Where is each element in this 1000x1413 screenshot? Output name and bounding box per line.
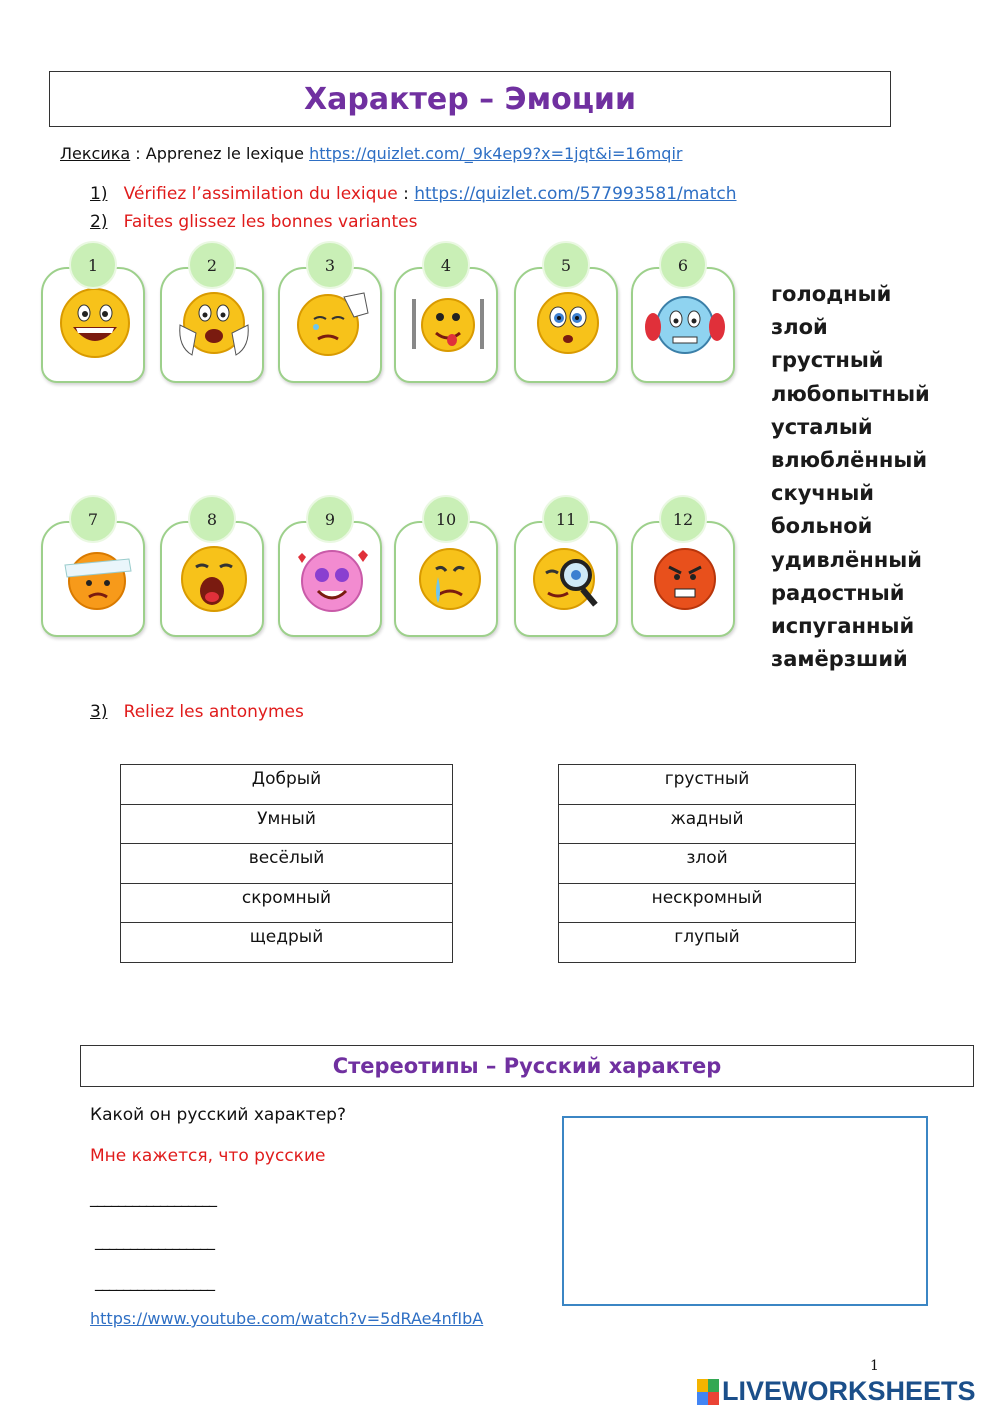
word-option[interactable]: влюблённый [771, 447, 928, 472]
task-3-text: Reliez les antonymes [123, 702, 304, 722]
scared-face-icon [174, 283, 254, 363]
bored-face-icon [174, 537, 254, 617]
emotion-card-5[interactable] [514, 241, 618, 381]
section-2-title-box [80, 1045, 974, 1087]
laughing-face-icon [55, 283, 135, 363]
task-1-separator: : [397, 184, 415, 204]
word-option[interactable]: скучный [771, 481, 875, 506]
answer-box[interactable] [562, 1116, 928, 1306]
antonym-left-cell[interactable]: скромный [121, 883, 453, 923]
frozen-face-icon [645, 283, 725, 363]
antonym-left-cell[interactable]: весёлый [121, 844, 453, 884]
emotion-card-11[interactable] [514, 495, 618, 635]
word-option[interactable]: грустный [771, 348, 884, 373]
task-1-number: 1) [90, 184, 108, 204]
antonym-right-cell[interactable]: злой [559, 844, 856, 884]
emotion-card-4[interactable] [394, 241, 498, 381]
antonym-right-cell[interactable]: грустный [559, 765, 856, 805]
angry-face-icon [645, 537, 725, 617]
curious-face-icon [528, 537, 608, 617]
antonym-right-cell[interactable]: нескромный [559, 883, 856, 923]
task-2-text: Faites glissez les bonnes variantes [123, 212, 418, 232]
word-option[interactable]: испуганный [771, 613, 915, 638]
antonyms-left-table [120, 764, 453, 963]
lexique-label: Лексика [60, 144, 131, 163]
page-number: 1 [870, 1358, 879, 1374]
in-love-face-icon [292, 537, 372, 617]
word-option[interactable]: больной [771, 514, 873, 539]
sick-face-icon [55, 537, 135, 617]
youtube-link[interactable]: https://www.youtube.com/watch?v=5dRAe4nfIbA [90, 1309, 484, 1328]
section-2-title: Стереотипы – Русский характер [332, 1054, 722, 1078]
sad-face-icon [408, 537, 488, 617]
card-number: 3 [306, 241, 354, 289]
antonym-left-cell[interactable]: Умный [121, 804, 453, 844]
task-3 [90, 702, 304, 722]
emotion-card-10[interactable] [394, 495, 498, 635]
antonym-left-cell[interactable]: Добрый [121, 765, 453, 805]
card-number: 6 [659, 241, 707, 289]
hungry-face-icon [408, 283, 488, 363]
word-option[interactable]: радостный [771, 580, 905, 605]
task-2-number: 2) [90, 212, 108, 232]
emotion-card-7[interactable] [41, 495, 145, 635]
task-1-link[interactable]: https://quizlet.com/577993581/match [414, 184, 737, 204]
word-option[interactable]: замёрзший [771, 647, 908, 672]
word-option[interactable]: злой [771, 315, 828, 340]
emotion-card-12[interactable] [631, 495, 735, 635]
word-option[interactable]: любопытный [771, 381, 930, 406]
task-1-text: Vérifiez l’assimilation du lexique [123, 184, 398, 204]
card-number: 8 [188, 495, 236, 543]
liveworksheets-logo-icon [697, 1379, 719, 1405]
card-number: 12 [659, 495, 707, 543]
answer-blank-line[interactable]: __________________ [90, 1188, 216, 1207]
card-number: 9 [306, 495, 354, 543]
emotion-card-8[interactable] [160, 495, 264, 635]
worksheet-title: Характер – Эмоции [304, 81, 636, 117]
card-number: 10 [422, 495, 470, 543]
card-number: 2 [188, 241, 236, 289]
task-2 [90, 212, 417, 232]
surprised-face-icon [528, 283, 608, 363]
task-3-number: 3) [90, 702, 108, 722]
emotion-word-list [771, 278, 930, 676]
emotion-card-3[interactable] [278, 241, 382, 381]
section-2-question: Какой он русский характер? [90, 1105, 346, 1125]
liveworksheets-brand [697, 1376, 976, 1407]
emotion-card-9[interactable] [278, 495, 382, 635]
answer-blank-line[interactable]: _________________ [95, 1231, 214, 1250]
emotion-card-1[interactable] [41, 241, 145, 381]
card-number: 7 [69, 495, 117, 543]
section-2-prompt: Мне кажется, что русские [90, 1146, 326, 1166]
answer-blank-line[interactable]: _________________ [95, 1272, 214, 1291]
lexique-line [60, 144, 682, 163]
card-number: 4 [422, 241, 470, 289]
emotion-card-6[interactable] [631, 241, 735, 381]
antonym-right-cell[interactable]: глупый [559, 923, 856, 963]
antonym-right-cell[interactable]: жадный [559, 804, 856, 844]
antonyms-right-table [558, 764, 856, 963]
tired-face-icon [292, 283, 372, 363]
liveworksheets-wordmark: LIVEWORKSHEETS [722, 1376, 976, 1406]
emotion-card-2[interactable] [160, 241, 264, 381]
card-number: 5 [542, 241, 590, 289]
word-option[interactable]: голодный [771, 282, 892, 306]
card-number: 11 [542, 495, 590, 543]
task-1 [90, 184, 737, 204]
lexique-text: : Apprenez le lexique [130, 144, 310, 163]
worksheet-title-box [49, 71, 891, 127]
antonym-left-cell[interactable]: щедрый [121, 923, 453, 963]
word-option[interactable]: усталый [771, 414, 873, 439]
word-option[interactable]: удивлённый [771, 547, 922, 572]
lexique-link[interactable]: https://quizlet.com/_9k4ep9?x=1jqt&i=16mqir [309, 144, 683, 163]
card-number: 1 [69, 241, 117, 289]
